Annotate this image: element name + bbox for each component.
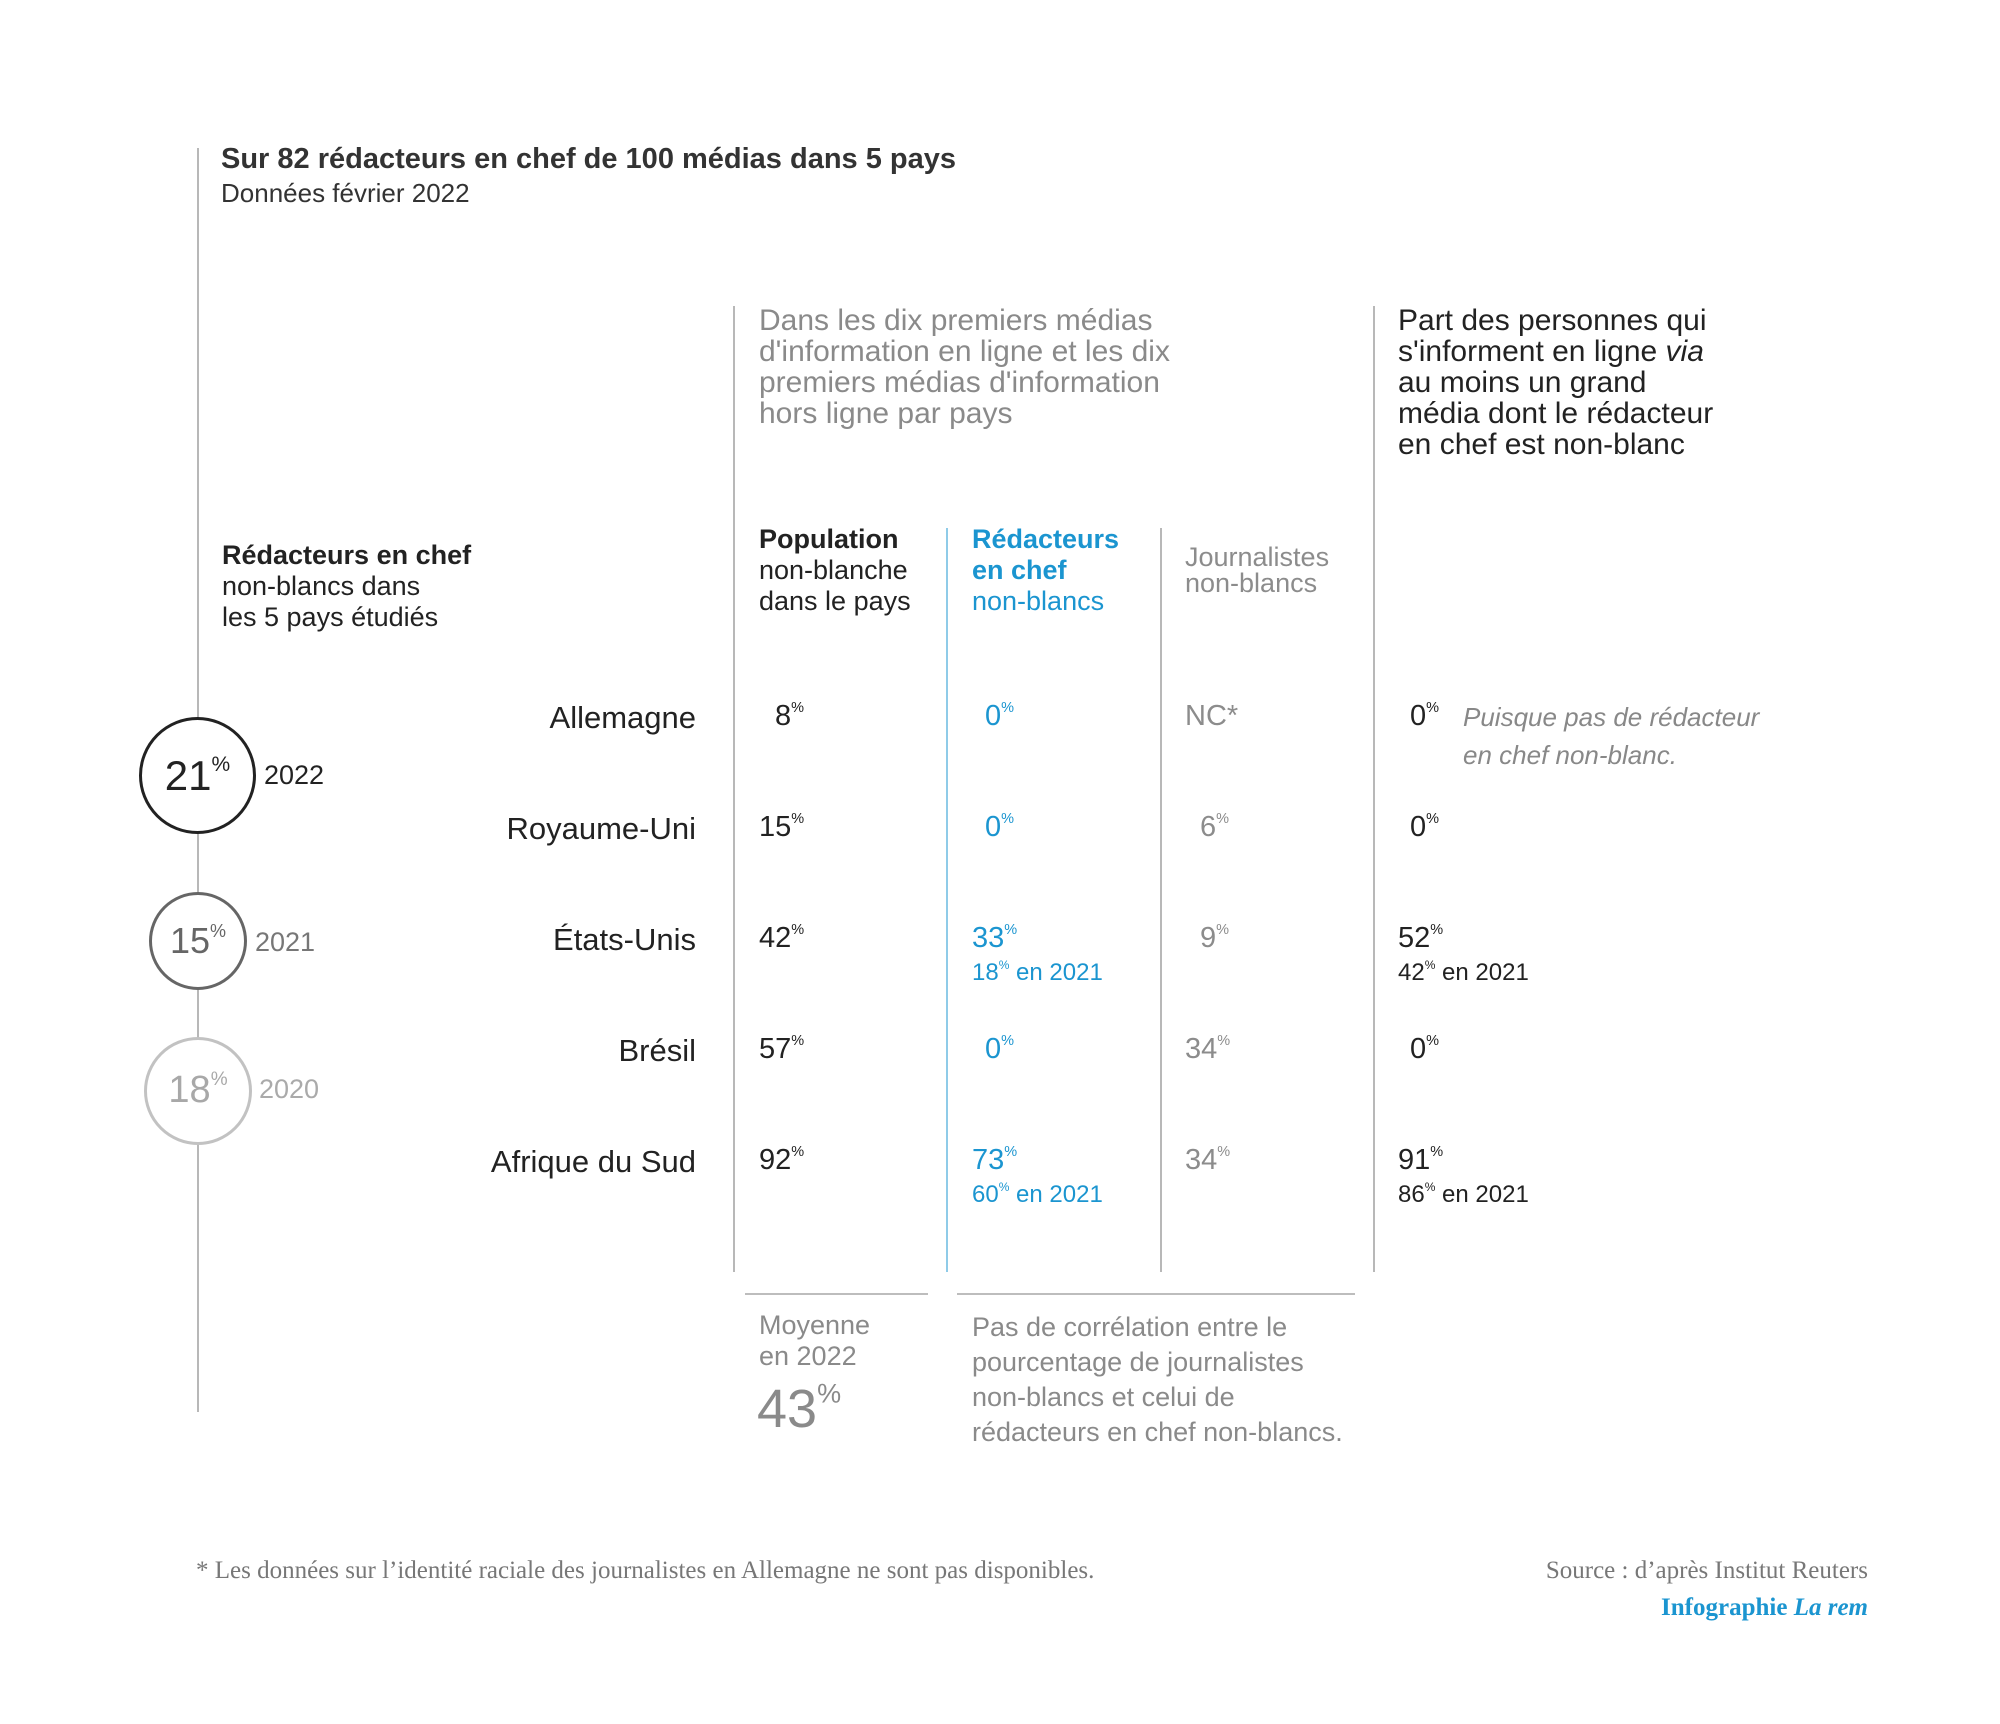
group-heading-line: d'information en ligne et les dix: [759, 335, 1170, 368]
value-number: 57: [759, 1033, 792, 1066]
percent-sign: %: [1426, 811, 1440, 827]
value-number: 42: [1398, 958, 1425, 986]
average-value: [757, 1378, 841, 1440]
left-heading-line: non-blancs dans: [222, 571, 421, 601]
percent-sign: %: [791, 922, 805, 938]
chart-title: Sur 82 rédacteurs en chef de 100 médias dans 5 pays: [221, 143, 957, 175]
percent-sign: %: [1430, 1144, 1444, 1160]
column-head-redacteurs: [972, 524, 1119, 617]
circle-value: [165, 752, 230, 800]
population-value: [759, 922, 804, 955]
country-label: Royaume-Uni: [506, 811, 696, 846]
correlation-line: Pas de corrélation entre le: [972, 1312, 1288, 1342]
correlation-line: pourcentage de journalistes: [972, 1347, 1304, 1377]
journalistes-value: [1200, 811, 1229, 844]
share-heading: [1398, 305, 1713, 460]
value-number: 0: [985, 1033, 1002, 1066]
column-head-line: dans le pays: [759, 586, 911, 616]
country-label: Allemagne: [549, 700, 696, 735]
journalistes-value: [1185, 1033, 1230, 1066]
percent-sign: %: [1424, 1180, 1436, 1194]
value-number: 92: [759, 1144, 792, 1177]
percent-sign: %: [1001, 1033, 1015, 1049]
population-value: [775, 700, 804, 733]
country-label: Brésil: [618, 1033, 696, 1068]
correlation-note: [972, 1310, 1343, 1450]
chart-subtitle: Données février 2022: [221, 178, 470, 208]
divider-population: [733, 306, 735, 1272]
circle-value: [170, 920, 226, 962]
percent-sign: %: [211, 752, 231, 776]
value-number: 34: [1185, 1033, 1218, 1066]
circle-2021: [149, 892, 247, 990]
journalistes-value: [1200, 922, 1229, 955]
correlation-line: non-blancs et celui de: [972, 1382, 1235, 1412]
journalistes-value: [1185, 1144, 1230, 1177]
percent-sign: %: [1001, 700, 1015, 716]
percent-sign: %: [791, 700, 805, 716]
column-head-population: [759, 524, 911, 617]
redacteurs-value: [972, 1144, 1017, 1177]
value-number: 0: [985, 700, 1002, 733]
share-value: [1398, 1144, 1443, 1177]
column-head-line: en chef: [972, 555, 1067, 585]
column-head-line: non-blancs: [972, 586, 1105, 616]
share-2021-value: [1398, 958, 1529, 987]
redacteurs-value: [972, 922, 1017, 955]
left-heading: [222, 540, 471, 633]
circle-value: [168, 1069, 227, 1112]
value-number: 15: [759, 811, 792, 844]
correlation-line: rédacteurs en chef non-blancs.: [972, 1417, 1343, 1447]
left-heading-bold: Rédacteurs en chef: [222, 540, 472, 570]
value-number: 43: [757, 1379, 818, 1439]
column-head-line: Journalistes: [1185, 542, 1330, 572]
group-heading-line: premiers médias d'information: [759, 366, 1160, 399]
divider-journalistes: [1160, 528, 1162, 1272]
percent-sign: %: [1424, 958, 1436, 972]
average-label: Moyenne: [759, 1310, 871, 1340]
note-line: en chef non-blanc.: [1463, 740, 1677, 770]
divider-redacteurs: [946, 528, 948, 1272]
circle-number: 18: [168, 1069, 211, 1112]
share-heading-text: s'informent en ligne: [1398, 335, 1666, 368]
value-number: 9: [1200, 922, 1217, 955]
percent-sign: %: [1430, 922, 1444, 938]
value-number: 86: [1398, 1180, 1425, 1208]
percent-sign: %: [1216, 811, 1230, 827]
value-number: 8: [775, 700, 792, 733]
redacteurs-value: [985, 1033, 1014, 1066]
year-suffix: en 2021: [1435, 1180, 1529, 1208]
percent-sign: %: [1217, 1144, 1231, 1160]
value-number: 6: [1200, 811, 1217, 844]
value-number: 18: [972, 958, 999, 986]
journalistes-value: NC*: [1185, 700, 1239, 732]
share-value: [1410, 1033, 1439, 1066]
left-heading-line: les 5 pays étudiés: [222, 602, 439, 632]
year-label-2022: 2022: [264, 760, 325, 790]
percent-sign: %: [1004, 922, 1018, 938]
year-suffix: en 2021: [1009, 958, 1103, 986]
percent-sign: %: [1426, 700, 1440, 716]
year-label-2021: 2021: [255, 927, 316, 957]
country-label: Afrique du Sud: [490, 1144, 696, 1179]
percent-sign: %: [791, 811, 805, 827]
divider-share: [1373, 306, 1375, 1272]
percent-sign: %: [210, 920, 227, 941]
credit-text: Infographie: [1661, 1594, 1794, 1621]
average-separator: [745, 1293, 928, 1295]
percent-sign: %: [1004, 1144, 1018, 1160]
circle-2022: [139, 717, 256, 834]
percent-sign: %: [210, 1069, 228, 1091]
value-number: 52: [1398, 922, 1431, 955]
value-number: 73: [972, 1144, 1005, 1177]
credit-brand: La rem: [1793, 1594, 1868, 1621]
value-number: 0: [985, 811, 1002, 844]
percent-sign: %: [1001, 811, 1015, 827]
value-number: 60: [972, 1180, 999, 1208]
redacteurs-2021-value: [972, 1180, 1103, 1209]
share-heading-via: via: [1665, 335, 1704, 368]
population-value: [759, 1033, 804, 1066]
share-value: [1398, 922, 1443, 955]
share-value: [1410, 700, 1439, 733]
value-number: 0: [1410, 1033, 1427, 1066]
share-heading-line: en chef est non-blanc: [1398, 428, 1685, 461]
value-number: 34: [1185, 1144, 1218, 1177]
circle-number: 15: [169, 920, 211, 961]
average-label: en 2022: [759, 1341, 857, 1371]
year-suffix: en 2021: [1435, 958, 1529, 986]
circle-number: 21: [164, 751, 212, 799]
share-heading-line: Part des personnes qui: [1398, 304, 1707, 337]
correlation-separator: [957, 1293, 1355, 1295]
population-value: [759, 1144, 804, 1177]
percent-sign: %: [791, 1144, 805, 1160]
germany-note: [1463, 698, 1759, 774]
country-label: États-Unis: [553, 922, 696, 957]
column-head-line: Population: [759, 524, 899, 554]
redacteurs-2021-value: [972, 958, 1103, 987]
value-number: 0: [1410, 811, 1427, 844]
year-suffix: en 2021: [1009, 1180, 1103, 1208]
population-value: [759, 811, 804, 844]
redacteurs-value: [985, 700, 1014, 733]
percent-sign: %: [1217, 1033, 1231, 1049]
percent-sign: %: [998, 958, 1010, 972]
value-number: 0: [1410, 700, 1427, 733]
share-heading-line: au moins un grand: [1398, 366, 1647, 399]
footnote: * Les données sur l’identité raciale des journalistes en Allemagne ne sont pas disponibles.: [196, 1557, 1095, 1584]
year-label-2020: 2020: [259, 1074, 320, 1104]
average-block: [759, 1310, 870, 1372]
note-line: Puisque pas de rédacteur: [1463, 702, 1760, 732]
percent-sign: %: [1426, 1033, 1440, 1049]
redacteurs-value: [985, 811, 1014, 844]
percent-sign: %: [791, 1033, 805, 1049]
share-heading-line: [1398, 336, 1713, 367]
column-head-journalistes: [1185, 544, 1329, 596]
source-line: Source : d’après Institut Reuters: [1545, 1557, 1868, 1584]
percent-sign: %: [1216, 922, 1230, 938]
column-head-line: Rédacteurs: [972, 524, 1120, 554]
group-heading: [759, 305, 1170, 429]
credit-line: [1661, 1594, 1868, 1622]
group-heading-line: hors ligne par pays: [759, 397, 1013, 430]
group-heading-line: Dans les dix premiers médias: [759, 304, 1153, 337]
share-value: [1410, 811, 1439, 844]
value-number: 91: [1398, 1144, 1431, 1177]
circle-2020: [144, 1037, 252, 1145]
share-heading-line: média dont le rédacteur: [1398, 397, 1714, 430]
percent-sign: %: [998, 1180, 1010, 1194]
share-2021-value: [1398, 1180, 1529, 1209]
column-head-line: non-blancs: [1185, 568, 1318, 598]
value-number: 33: [972, 922, 1005, 955]
column-head-line: non-blanche: [759, 555, 908, 585]
value-number: 42: [759, 922, 792, 955]
percent-sign: %: [817, 1378, 842, 1409]
